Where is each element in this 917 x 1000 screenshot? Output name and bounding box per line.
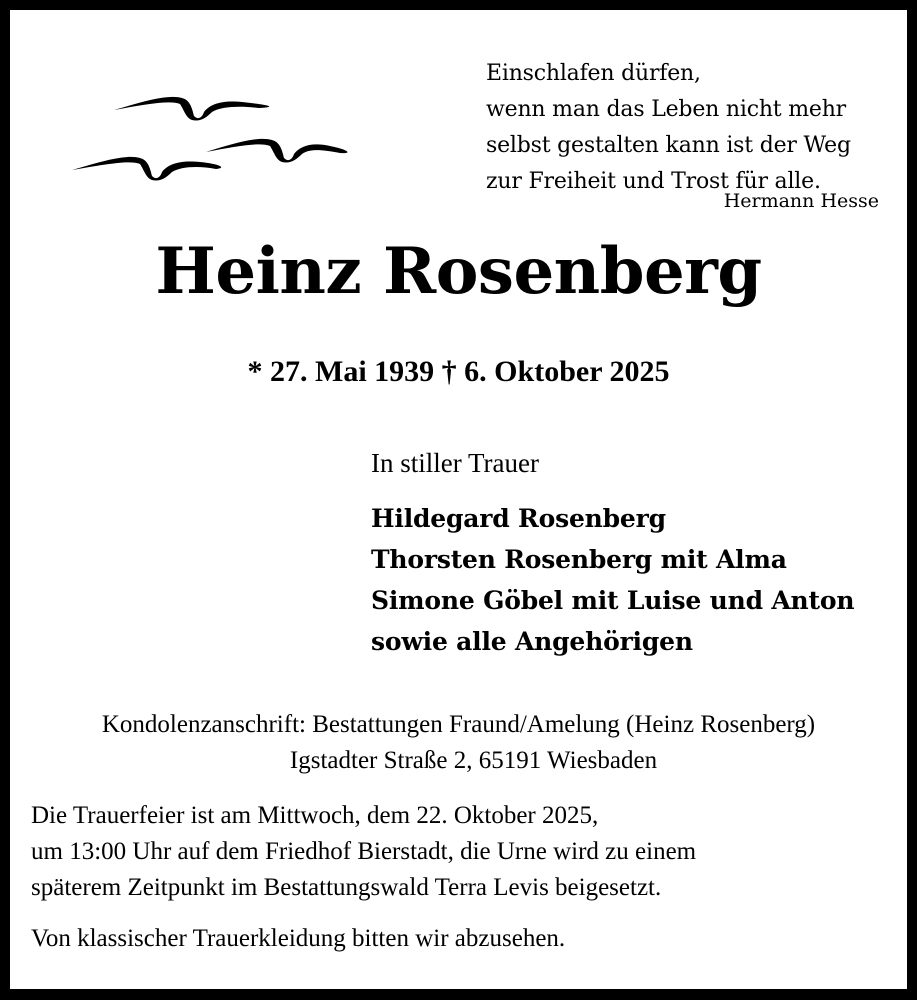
condolence-street: Igstadter Straße 2, 65191 Wiesbaden — [289, 747, 658, 774]
life-dates: * 27. Mai 1939 † 6. Oktober 2025 — [247, 355, 670, 388]
obituary-notice — [10, 10, 907, 989]
quote-block — [486, 56, 886, 200]
condolence-line: Kondolenzanschrift: Bestattungen Fraund/Amelung (Heinz Rosenberg) — [101, 711, 816, 738]
quote-line: selbst gestalten kann ist der Weg — [486, 133, 851, 158]
dress-code-note: Von klassischer Trauerkleidung bitten wir abzusehen. — [31, 925, 566, 952]
mourner-name: Simone Göbel mit Luise und Anton — [371, 586, 855, 615]
mourner-name: sowie alle Angehörigen — [371, 627, 693, 656]
quote-line: wenn man das Leben nicht mehr — [486, 97, 846, 122]
bird-icon — [114, 97, 269, 121]
bird-icon — [72, 157, 221, 181]
quote-author: Hermann Hesse — [723, 190, 879, 212]
ceremony-line: um 13:00 Uhr auf dem Friedhof Bierstadt, die Urne wird zu einem — [31, 838, 697, 865]
quote-line: Einschlafen dürfen, — [486, 61, 701, 86]
ceremony-line: späterem Zeitpunkt im Bestattungswald Terra Levis beigesetzt. — [31, 874, 662, 901]
mourner-name: Hildegard Rosenberg — [371, 504, 666, 533]
ceremony-details — [31, 798, 891, 906]
flying-birds-icon — [62, 80, 352, 190]
mourning-intro: In stiller Trauer — [371, 448, 539, 478]
mourners-list — [371, 498, 854, 662]
deceased-name: Heinz Rosenberg — [155, 234, 762, 309]
bird-icon — [206, 139, 347, 163]
mourner-name: Thorsten Rosenberg mit Alma — [371, 545, 787, 574]
quote-line: zur Freiheit und Trost für alle. — [486, 169, 821, 194]
condolence-address — [10, 707, 907, 779]
ceremony-line: Die Trauerfeier ist am Mittwoch, dem 22. Oktober 2025, — [31, 802, 599, 829]
